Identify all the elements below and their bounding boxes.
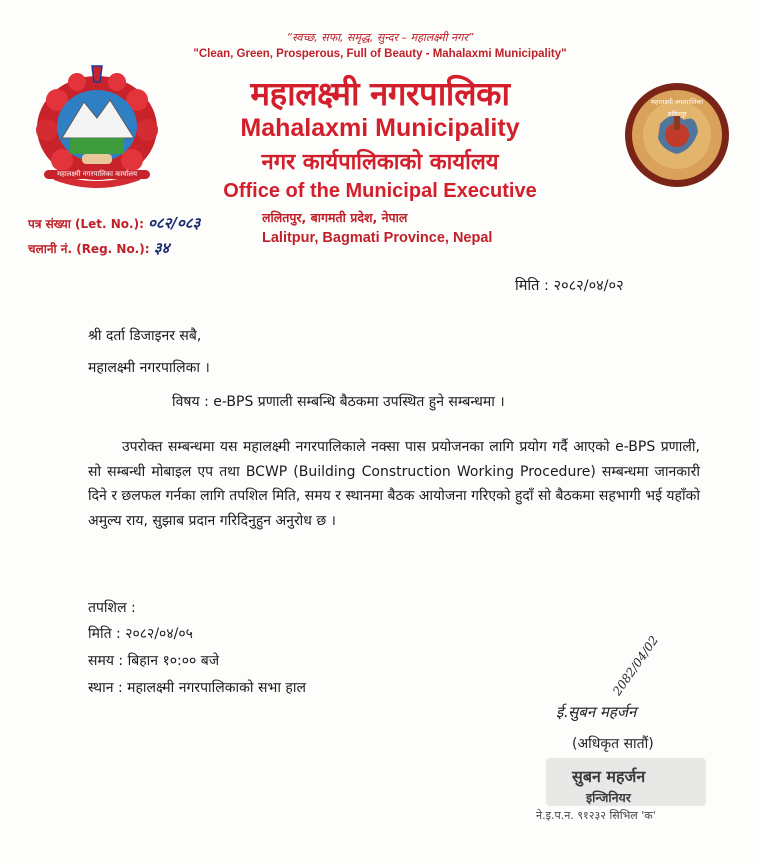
schedule-date: मिति : २०८२/०४/०५ <box>88 626 193 642</box>
municipality-title-english: Mahalaxmi Municipality <box>240 114 520 142</box>
signatory-registration: ने.इ.प.न. ९१२३२ सिभिल 'क' <box>536 809 656 822</box>
address-english: Lalitpur, Bagmati Province, Nepal <box>262 230 493 246</box>
address-nepali: ललितपुर, बागमती प्रदेश, नेपाल <box>262 210 408 225</box>
office-title-english: Office of the Municipal Executive <box>223 180 537 202</box>
letter-date: मिति : २०८२/०४/०२ <box>515 278 624 294</box>
schedule-heading: तपशिल : <box>88 600 136 616</box>
reg-number-label: चलानी नं. (Reg. No.): <box>28 242 150 256</box>
recipient-line-1: श्री दर्ता डिजाइनर सबै, <box>88 328 202 344</box>
seal-ring-text: महालक्ष्मी नगरपालिका <box>650 98 704 106</box>
office-title-nepali: नगर कार्यपालिकाको कार्यालय <box>261 150 499 175</box>
signatory-name: सुबन महर्जन <box>572 767 646 786</box>
reg-number-row <box>28 238 169 258</box>
signature-authority: (अधिकृत सातौं) <box>572 736 654 752</box>
letter-number-value: ०८२/०८३ <box>148 214 201 232</box>
handwritten-signature: ई.सुबन महर्जन <box>556 703 637 721</box>
slogan-english: "Clean, Green, Prosperous, Full of Beauty - Mahalaxmi Municipality" <box>193 48 567 60</box>
body-paragraph: उपरोक्त सम्बन्धमा यस महालक्ष्मी नगरपालिकाले नक्सा पास प्रयोजनका लागि प्रयोग गर्दै आएको e-BPS प्रणाली, सो सम्बन्धी मोबाइल एप तथा BCWP (Building Construction Working Procedure) सम्बन्धमा जानकारी दिने र छलफल गर्नका लागि तपशिल मिति, समय र स्थानमा बैठक आयोजना गरिएको हुदाँ सो बैठकमा सहभागी भई यहाँको अमुल्य राय, सुझाब प्रदान गरिदिनुहुन अनुरोध छ । <box>88 439 700 529</box>
schedule-place: स्थान : महालक्ष्मी नगरपालिकाको सभा हाल <box>88 680 306 696</box>
letter-number-label: पत्र संख्या (Let. No.): <box>28 217 144 231</box>
reg-number-value: ३४ <box>153 239 170 257</box>
signatory-title: इन्जिनियर <box>586 790 631 805</box>
emblem-caption: महालक्ष्मी नगरपालिका कार्यालय <box>44 170 150 179</box>
municipality-title-nepali: महालक्ष्मी नगरपालिका <box>250 74 510 113</box>
signature-date-scribble: 2082/04/02 <box>610 633 662 699</box>
slogan-nepali: “स्वच्छ, सफा, समृद्ध, सुन्दर – महालक्ष्मी नगर” <box>286 31 474 44</box>
recipient-line-2: महालक्ष्मी नगरपालिका । <box>88 360 210 376</box>
subject-line: विषय : e-BPS प्रणाली सम्बन्धि बैठकमा उपस्थित हुने सम्बन्धमा । <box>172 394 505 410</box>
seal-sub-text: ललितपुर <box>667 111 687 118</box>
schedule-time: समय : बिहान १०:०० बजे <box>88 653 220 669</box>
letter-number-row <box>28 213 200 233</box>
